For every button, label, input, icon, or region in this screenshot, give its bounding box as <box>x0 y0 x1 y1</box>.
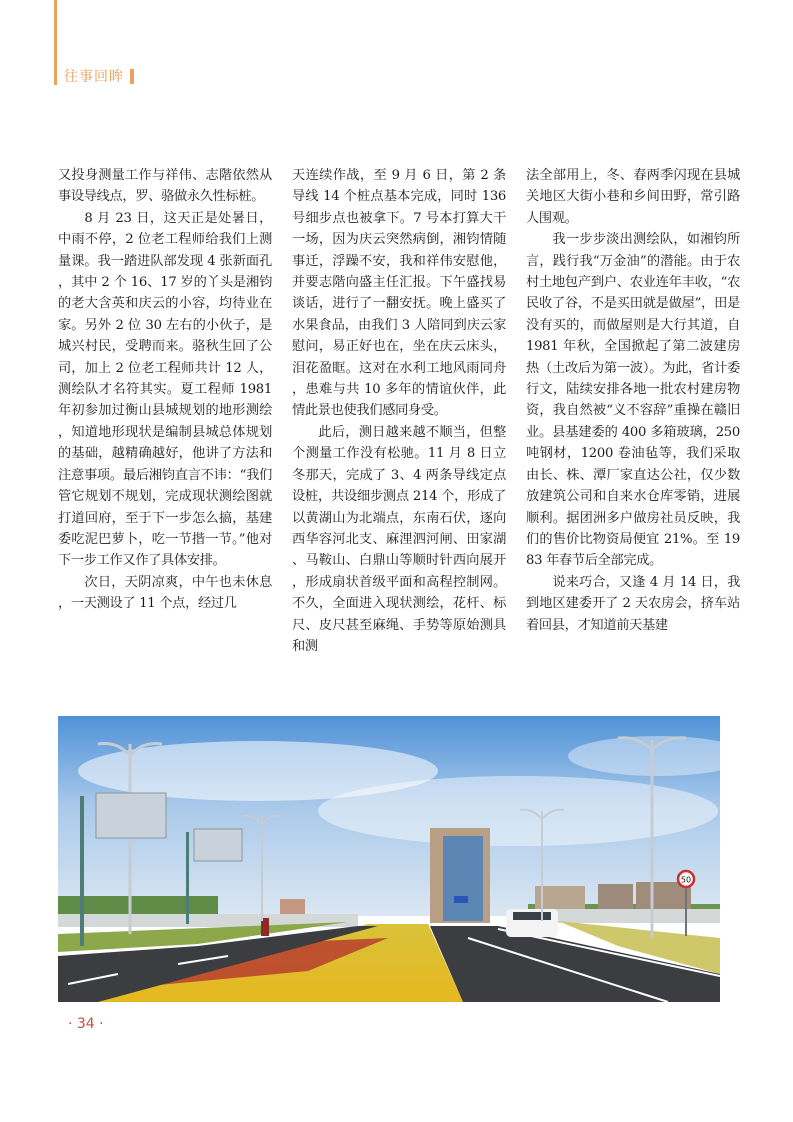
road-photo-illustration <box>58 716 720 1002</box>
blue-road-sign <box>454 896 468 903</box>
bridge-railing <box>553 909 720 923</box>
paragraph: 次日，天阴凉爽，中午也未休息，一天测设了 11 个点，经过几 <box>58 574 272 612</box>
paragraph: 我一步步淡出测绘队，如湘钧所言，践行我“万金油”的潜能。由于农村土地包产到户、农业连年丰收，“农民收了谷，不是买田就是做屋”，田是没有买的，而做屋则是大行其道，自 1981 年秋，全国掀起了第二波建房热（土改后为第一波）。为此，省计委行文，陆续安排各地一批农村建房物资，我自然被“义不容辞”重操在赣旧业。县基建委的 400 多箱玻璃，250 吨钢材，1200 卷油毡等，我们采取由长、株、潭厂家直达公社，仅少数放建筑公司和自来水仓库零销，进展顺利。据团洲多户做房社员反映，我们的售价比物资局便宜 21%。至 1983 年春节后全部完成。 <box>526 232 740 569</box>
page-number: · 34 · <box>68 1016 104 1032</box>
paragraph: 说来巧合，又逢 4 月 14 日，我到地区建委开了 2 天农房会，挤车站着回县，才知道前天基建 <box>526 574 740 633</box>
article-column-3 <box>526 165 740 700</box>
speed-limit-value: 50 <box>680 875 692 885</box>
car-window <box>513 912 551 920</box>
cloud <box>318 776 718 846</box>
section-title: 往事回眸 <box>64 69 124 85</box>
section-title-bar <box>130 69 134 84</box>
article-body <box>58 165 740 700</box>
paragraph: 又投身测量工作与祥伟、志階依然从事设导线点，罗、骆做永久性标桩。 <box>58 168 272 205</box>
paragraph: 此后，测日越来越不顺当，但整个测量工作没有松驰。11 月 8 日立冬那天，完成了 3、4 两条导线定点设桩，共设细步测点 214 个，形成了以黄湖山为北端点，东南石伏，逐向西华容河北支、麻浬泗河闸、田家湖、马鞍山、白鼎山等顺时针西向展开，形成扇状首级平面和高程控制网。不久，全面进入现状测绘，花杆、标尺、皮尺甚至麻绳、手势等原始测具和测 <box>292 424 506 654</box>
article-column-2 <box>292 165 506 700</box>
paragraph: 天连续作战，至 9 月 6 日，第 2 条导线 14 个桩点基本完成，同时 136 号细步点也被拿下。7 号本打算大干一场，因为庆云突然病倒，湘钧情随事迁，浮躁不安，我和祥伟安慰他，并要志階向盛主任汇报。下午盛找易谈话，进行了一翻安抚。晚上盛买了水果食品，由我们 3 人陪同到庆云家慰问，易正好也在，坐在庆云床头，泪花盈眶。这对在水利工地风雨同舟，患难与共 10 多年的情谊伙伴，此情此景也使我们感同身受。 <box>292 168 506 419</box>
tall-building-windows <box>443 836 483 921</box>
header-accent-line <box>54 0 57 85</box>
paragraph: 8 月 23 日，这天正是处暑日，中雨不停，2 位老工程师给我们上测量课。我一踏进队部发现 4 张新面孔，其中 2 个 16、17 岁的丫头是湘钧的老大含英和庆云的小容，均待业在家。另外 2 位 30 左右的小伙子，是城兴村民，受聘而来。骆秋生回了公司，加上 2 位老工程师共计 12 人，测绘队才名符其实。夏工程师 1981 年初参加过衡山县城规划的地形测绘，知道地形现状是编制县城总体规划的基础，越精确越好，他讲了方法和注意事项。最后湘钧直言不讳：“我们管它规划不规划，完成现状测绘图就打道回府，至于下一步怎么搞，基建委吃泥巴萝卜，吃一节揩一节。”他对下一步工作又作了具体安排。 <box>58 210 272 569</box>
article-column-1 <box>58 165 272 700</box>
road-photo <box>58 716 720 1002</box>
paragraph: 法全部用上，冬、春两季闪现在县城关地区大街小巷和乡间田野，常引路人围观。 <box>526 168 740 226</box>
section-header <box>64 66 134 86</box>
